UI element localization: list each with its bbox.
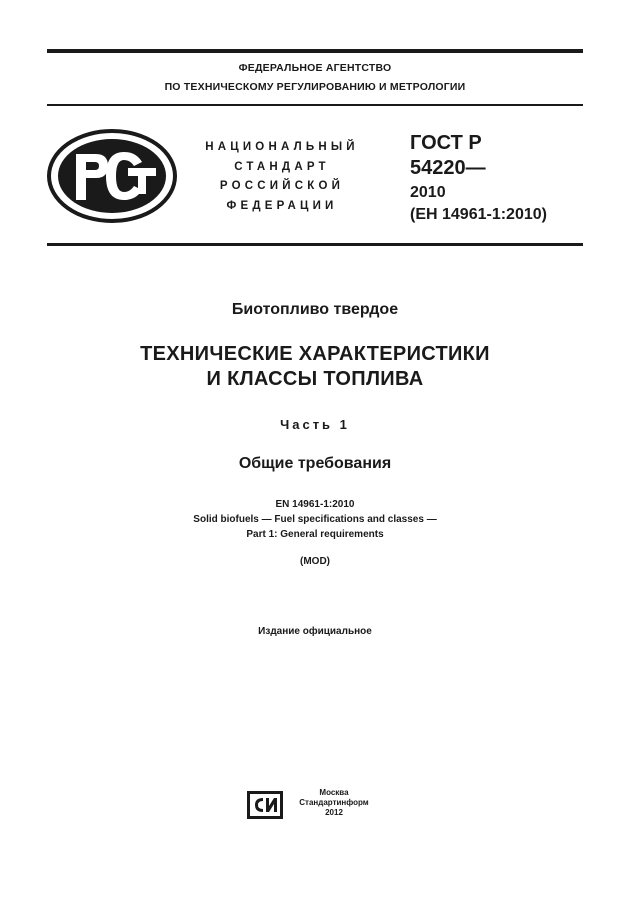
publisher-name: Стандартинформ xyxy=(299,798,369,807)
publisher-year: 2012 xyxy=(325,808,343,817)
gost-line-4: (ЕН 14961-1:2010) xyxy=(410,206,547,223)
rst-logo-icon xyxy=(46,128,178,224)
en-line-1: EN 14961-1:2010 xyxy=(275,499,355,510)
mod-label: (MOD) xyxy=(300,556,330,567)
gost-designation xyxy=(410,130,547,226)
general-requirements-heading: Общие требования xyxy=(238,455,392,472)
publisher-block xyxy=(287,788,381,818)
agency-line-2: ПО ТЕХНИЧЕСКОМУ РЕГУЛИРОВАНИЮ И МЕТРОЛОГИИ xyxy=(164,81,466,93)
gost-line-1: ГОСТ Р xyxy=(410,132,482,154)
gost-line-2: 54220— xyxy=(410,157,486,179)
header-divider xyxy=(47,104,583,106)
national-line-4: ФЕДЕРАЦИИ xyxy=(226,199,338,212)
en-line-3: Part 1: General requirements xyxy=(246,529,384,540)
document-title xyxy=(0,342,630,392)
document-subtitle: Биотопливо твердое xyxy=(231,301,399,318)
top-rule xyxy=(47,49,583,53)
title-line-2: И КЛАССЫ ТОПЛИВА xyxy=(206,368,424,390)
official-edition-label: Издание официальное xyxy=(258,626,372,637)
en-line-2: Solid biofuels — Fuel specifications and classes — xyxy=(193,514,437,525)
agency-line-1: ФЕДЕРАЛЬНОЕ АГЕНТСТВО xyxy=(238,62,392,74)
en-reference xyxy=(0,497,630,542)
publisher-city: Москва xyxy=(319,788,349,797)
national-standard-label xyxy=(196,138,368,216)
national-line-3: РОССИЙСКОЙ xyxy=(219,180,345,192)
standartinform-logo-icon xyxy=(247,791,283,819)
national-line-1: НАЦИОНАЛЬНЫЙ xyxy=(205,141,359,153)
part-label: Часть 1 xyxy=(280,417,350,432)
national-line-2: СТАНДАРТ xyxy=(234,160,330,173)
header-bottom-rule xyxy=(47,243,583,246)
gost-line-3: 2010 xyxy=(410,184,446,201)
title-line-1: ТЕХНИЧЕСКИЕ ХАРАКТЕРИСТИКИ xyxy=(140,343,490,365)
